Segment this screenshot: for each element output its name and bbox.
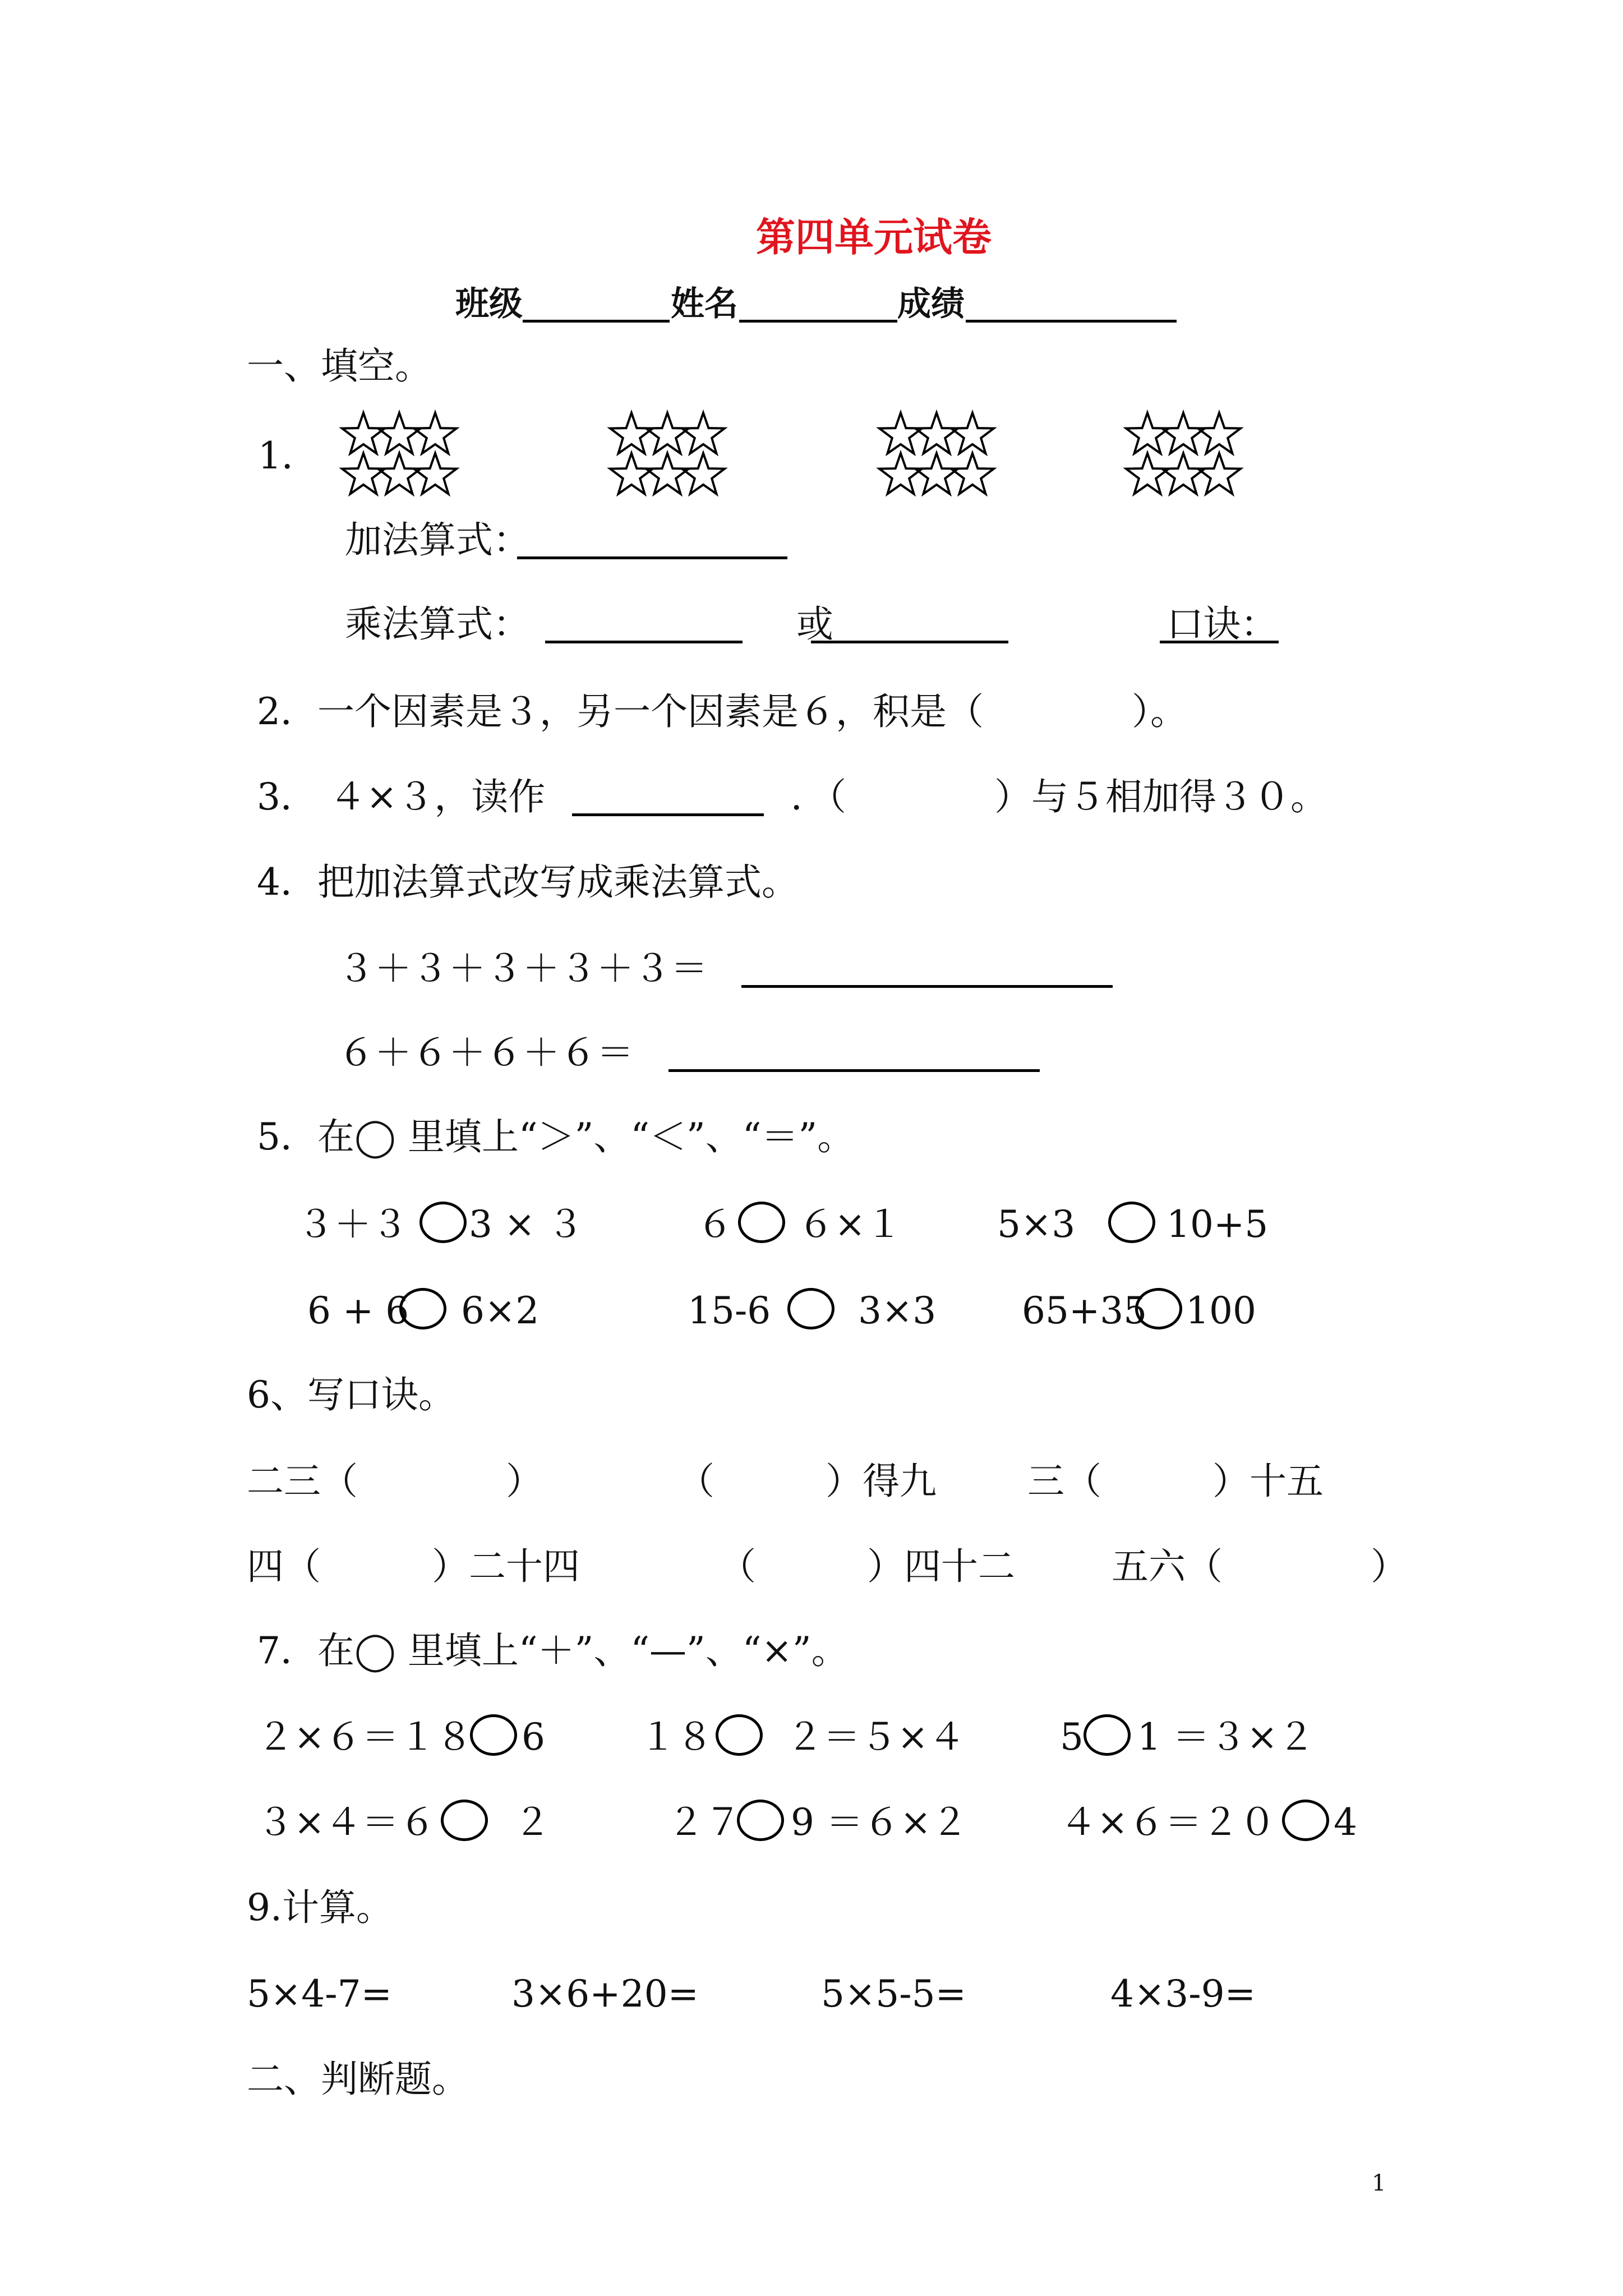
star-icon [915, 453, 958, 494]
q1-number: 1． [258, 434, 319, 477]
q1-or-label: 或 [796, 602, 833, 646]
q9-item-1: 5×4-7= [247, 1972, 392, 2016]
class-label: 班级 [455, 284, 523, 324]
q5-r2c2-right: 3×3 [858, 1289, 937, 1332]
q7-r2c3-right: 4 [1334, 1801, 1357, 1844]
q6-r2c2: （ ）四十二 [719, 1545, 1015, 1588]
q6-r2c1: 四（ ）二十四 [247, 1545, 580, 1588]
star-icon [682, 453, 725, 494]
q9-item-4: 4×3-9= [1110, 1972, 1256, 2016]
q7-r2c1-left: ３×４＝６ [257, 1801, 436, 1844]
star-icon [1198, 413, 1241, 453]
q7-r2c1-circle[interactable] [441, 1800, 488, 1841]
star-icon [1126, 453, 1169, 494]
q7-r2c3-left: ４×６＝２０ [1060, 1801, 1276, 1844]
page-title: 第四单元试卷 [756, 214, 992, 260]
q5-r2c1-right: 6×2 [461, 1289, 540, 1332]
q7-text: 7．在◯ 里填上“＋”、“—”、“×”。 [257, 1629, 849, 1672]
q3-text-2: ．（ ）与５相加得３０。 [791, 775, 1327, 818]
star-icon [1162, 453, 1205, 494]
q1-rhyme-label: 口诀： [1166, 602, 1278, 646]
q7-r1c3-circle[interactable] [1083, 1714, 1131, 1756]
star-icon [610, 413, 653, 453]
q4-text: 4．把加法算式改写成乘法算式。 [257, 861, 799, 904]
q7-r1c1-left: ２×６＝１８ [257, 1715, 473, 1759]
q5-r2c1-left: 6 + 6 [307, 1289, 409, 1332]
q3-blank[interactable] [572, 813, 764, 816]
q4-blank-1[interactable] [741, 985, 1113, 988]
star-icon [414, 413, 457, 453]
q7-r2c2-right: 9 ＝６×２ [791, 1801, 969, 1844]
q5-r2c3-right: 100 [1186, 1289, 1256, 1332]
q7-r1c2-circle[interactable] [716, 1714, 763, 1756]
score-label: 成绩 [897, 284, 965, 324]
q1-addition-label: 加法算式： [345, 518, 530, 562]
star-icon [342, 413, 385, 453]
star-icon [915, 413, 958, 453]
q7-r2c2-circle[interactable] [737, 1800, 784, 1841]
name-label: 姓名 [671, 284, 738, 324]
q6-heading: 6、写口诀。 [247, 1373, 455, 1416]
q5-r1c2-right: ６×１ [797, 1203, 903, 1246]
q5-r1c3-circle[interactable] [1108, 1202, 1155, 1243]
q7-r2c3-circle[interactable] [1282, 1800, 1329, 1841]
q5-r1c3-left: 5×3 [997, 1203, 1076, 1246]
q5-r1c2-left: ６ [697, 1203, 734, 1246]
star-icon [378, 413, 421, 453]
q7-r1c2-left: １８ [639, 1715, 713, 1759]
q1-rhyme-blank[interactable] [1160, 641, 1279, 643]
q5-r1c1-right: 3 × ３ [469, 1203, 584, 1246]
q6-r2c3: 五六（ ） [1112, 1545, 1408, 1588]
q2-text: 2．一个因素是３，另一个因素是６，积是（ ）。 [257, 690, 1187, 733]
star-icon [1198, 453, 1241, 494]
q4-line-1: ３＋３＋３＋３＋３＝ [338, 947, 708, 990]
star-icon [682, 413, 725, 453]
q3-text-1: 3． ４×３，读作 [257, 775, 546, 818]
section-1-heading: 一、填空。 [247, 344, 432, 388]
q7-r1c3-left: 5 [1060, 1715, 1083, 1759]
q5-r2c2-left: 15-6 [688, 1289, 771, 1332]
q5-r1c3-right: 10+5 [1166, 1203, 1269, 1246]
page-number: 1 [1372, 2170, 1386, 2196]
q7-r2c2-left: ２７ [667, 1801, 741, 1844]
q5-r1c1-left: ３＋３ [297, 1203, 408, 1246]
star-icon [414, 453, 457, 494]
star-icon [342, 453, 385, 494]
star-icon [610, 453, 653, 494]
star-icon [1162, 413, 1205, 453]
star-icon [951, 413, 994, 453]
q4-blank-2[interactable] [668, 1069, 1040, 1072]
q7-r1c1-right: 6 [522, 1715, 545, 1759]
q9-item-2: 3×6+20= [511, 1972, 699, 2016]
q1-multiplication-blank-1[interactable] [545, 641, 743, 643]
q7-r1c1-circle[interactable] [470, 1714, 517, 1756]
q6-r1c2: （ ）得九 [677, 1460, 937, 1503]
q5-r2c1-circle[interactable] [399, 1288, 446, 1329]
star-icon [951, 453, 994, 494]
q5-r1c1-circle[interactable] [419, 1202, 467, 1243]
star-icon [378, 453, 421, 494]
star-icon [646, 413, 689, 453]
q6-r1c1: 二三（ ） [247, 1460, 543, 1503]
q1-addition-blank[interactable] [517, 556, 787, 559]
star-icon [879, 453, 922, 494]
q7-r1c3-right: 1 ＝３×２ [1137, 1715, 1315, 1759]
q1-multiplication-blank-2[interactable] [811, 641, 1008, 643]
q5-r2c3-circle[interactable] [1135, 1288, 1182, 1329]
q9-item-3: 5×5-5= [821, 1972, 966, 2016]
section-2-heading: 二、判断题。 [247, 2058, 469, 2101]
star-icon [879, 413, 922, 453]
star-groups [0, 0, 1623, 561]
q9-heading: 9.计算。 [247, 1886, 393, 1929]
q5-text: 5．在◯ 里填上“＞”、“＜”、“＝”。 [257, 1115, 855, 1158]
q5-r2c2-circle[interactable] [787, 1288, 834, 1329]
q5-r1c2-circle[interactable] [738, 1202, 785, 1243]
q5-r2c3-left: 65+35 [1022, 1289, 1147, 1332]
q4-line-2: ６＋６＋６＋６＝ [338, 1031, 634, 1074]
star-icon [646, 453, 689, 494]
q1-multiplication-label: 乘法算式： [345, 602, 530, 646]
star-icon [1126, 413, 1169, 453]
q7-r2c1-right: ２ [514, 1801, 551, 1844]
q7-r1c2-right: ２＝５×４ [786, 1715, 966, 1759]
q6-r1c3: 三（ ）十五 [1027, 1460, 1324, 1503]
